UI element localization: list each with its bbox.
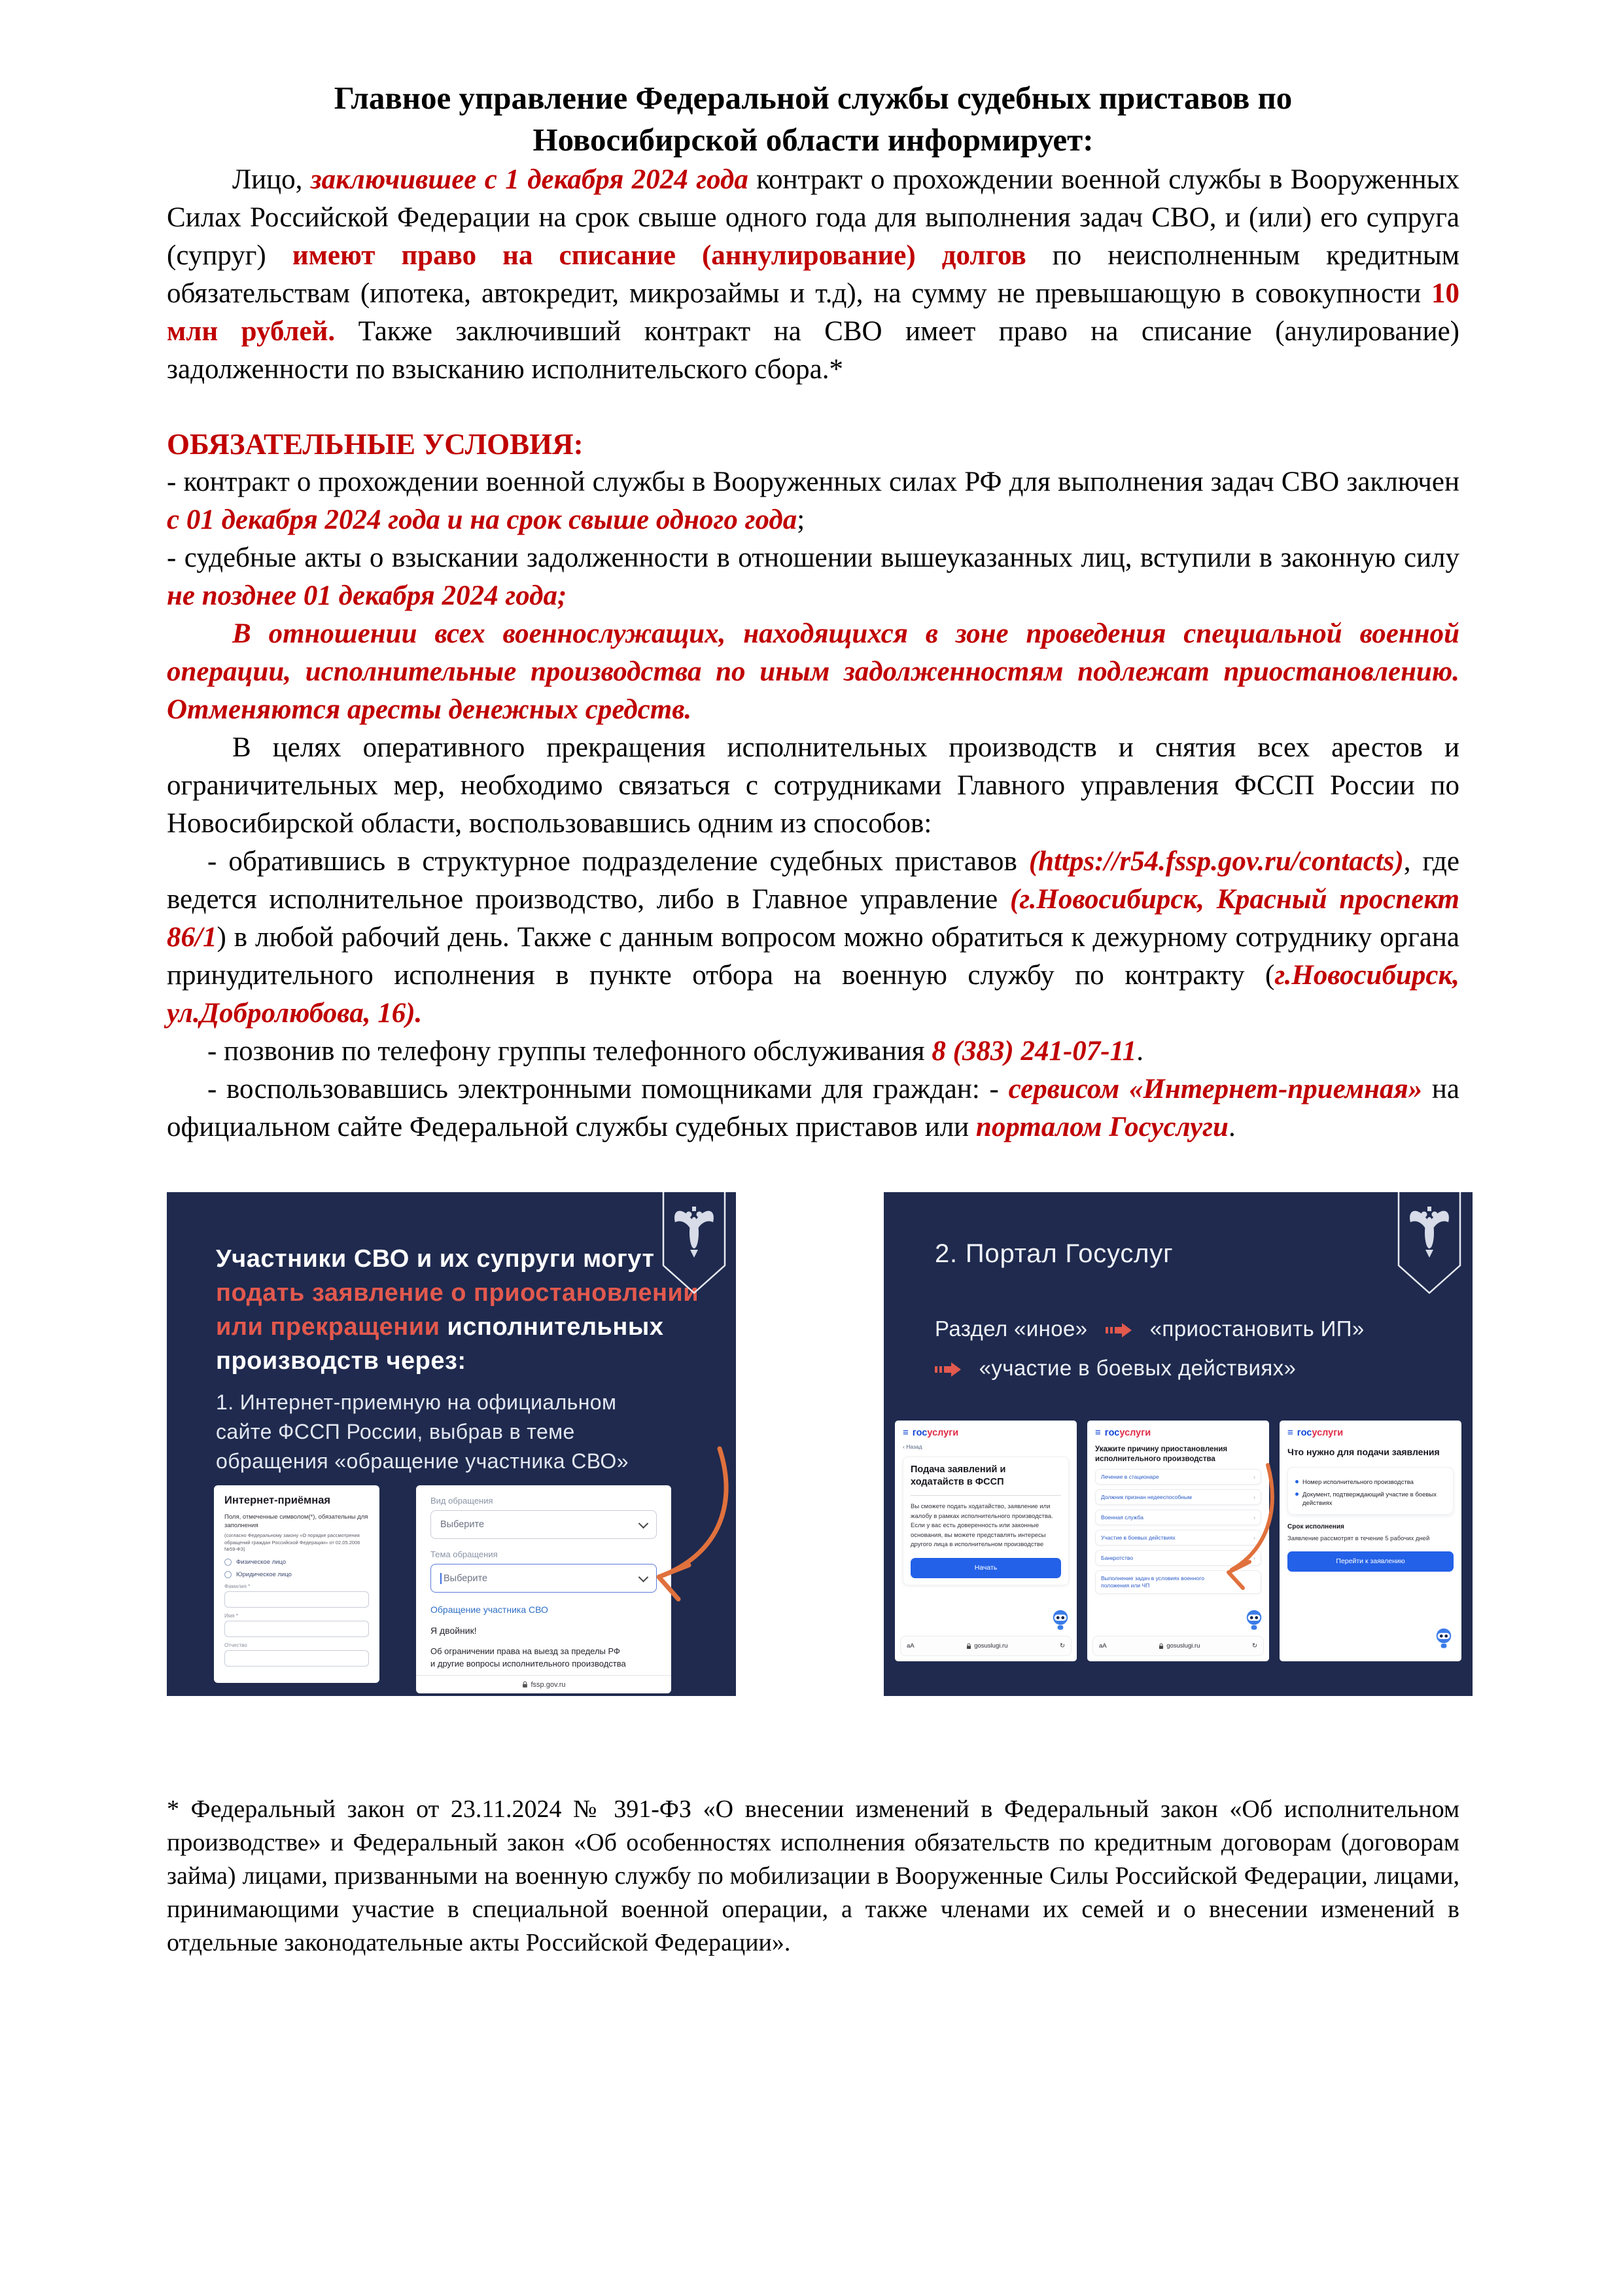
arrow-right-icon	[935, 1362, 961, 1377]
site-url: fssp.gov.ru	[531, 1680, 566, 1689]
appeal-kind-label: Вид обращения	[430, 1496, 493, 1506]
requirements-title: Что нужно для подачи заявления	[1287, 1447, 1440, 1457]
gosuslugi-screen-reasons	[1087, 1421, 1269, 1661]
appeal-kind-select[interactable]	[430, 1510, 657, 1539]
menu-icon[interactable]: ≡	[1095, 1427, 1101, 1438]
mandatory-conditions-heading: ОБЯЗАТЕЛЬНЫЕ УСЛОВИЯ:	[167, 428, 584, 461]
gosuslugi-infographic-card	[884, 1192, 1473, 1696]
appeal-topic-label: Тема обращения	[430, 1549, 498, 1559]
reload-icon[interactable]: ↻	[1252, 1642, 1257, 1650]
gosuslugi-logo: госуслуги	[1297, 1427, 1344, 1438]
reload-icon[interactable]: ↻	[1060, 1642, 1065, 1650]
flow-line2	[935, 1349, 1473, 1388]
patronymic-field-group	[224, 1642, 369, 1667]
radio-icon[interactable]	[224, 1571, 232, 1578]
suspension-statement: В отношении всех военнослужащих, находящихся в зоне проведения специальной военной операции, исполнительные производства по иным задолженностям подлежат приостановлению. Отменяются аресты денежных средств.	[167, 618, 1459, 725]
chevron-right-icon: ›	[1253, 1555, 1255, 1561]
chevron-down-icon	[638, 1572, 649, 1582]
text-cursor	[440, 1573, 442, 1584]
contact-option-phone: - позвонив по телефону группы телефонного обслуживания 8 (383) 241-07-11.	[207, 1036, 1143, 1067]
option-double[interactable]: Я двойник!	[430, 1625, 477, 1636]
name-field-group	[224, 1613, 369, 1637]
arrow-right-icon	[1106, 1322, 1132, 1338]
menu-icon[interactable]: ≡	[903, 1427, 909, 1438]
fssp-infographic-card	[167, 1192, 736, 1696]
appeal-topic-select[interactable]	[430, 1564, 657, 1593]
radio-legal-entity-label: Юридическое лицо	[236, 1570, 292, 1578]
back-link[interactable]: ‹ Назад	[903, 1443, 922, 1450]
site-url: gosuslugi.ru	[1166, 1642, 1200, 1650]
name-input[interactable]	[224, 1621, 369, 1637]
radio-icon[interactable]	[224, 1559, 232, 1566]
flow-line1	[935, 1309, 1473, 1349]
chevron-right-icon: ›	[1253, 1514, 1255, 1521]
gosuslugi-header	[1095, 1427, 1261, 1438]
reason-item-hospital[interactable]: Лечение в стационаре ›	[1095, 1469, 1261, 1485]
flow-step-combat: «участие в боевых действиях»	[979, 1356, 1297, 1380]
text-size-control[interactable]: аА	[907, 1642, 915, 1650]
reason-question-title: Укажите причину приостановления исполнительного производства	[1095, 1445, 1228, 1463]
card2-navigation-flow	[935, 1309, 1473, 1388]
requirement-ip-number: Номер исполнительного производства	[1295, 1478, 1446, 1487]
card1-title-line4: производств через:	[216, 1347, 466, 1375]
radio-individual-label: Физическое лицо	[236, 1558, 287, 1566]
service-card	[903, 1457, 1069, 1585]
padlock-icon	[966, 1643, 971, 1650]
chevron-right-icon: ›	[1253, 1474, 1255, 1480]
gosuslugi-logo: госуслуги	[1104, 1427, 1151, 1438]
contact-option-online: - воспользовавшись электронными помощниками для граждан: - сервисом «Интернет-приемная» на официальном сайте Федеральной службы судебных приставов или порталом Госуслуги.	[167, 1074, 1459, 1142]
padlock-icon	[522, 1681, 528, 1688]
gosuslugi-header	[903, 1427, 1069, 1438]
patronymic-input[interactable]	[224, 1650, 369, 1667]
browser-address-bar[interactable]	[1092, 1636, 1264, 1656]
surname-label: Фамилия *	[224, 1583, 251, 1589]
requirement-document: Документ, подтверждающий участие в боевых действиях	[1295, 1491, 1446, 1508]
reason-item-bankruptcy[interactable]: Банкротство ›	[1095, 1550, 1261, 1566]
chevron-down-icon	[638, 1518, 649, 1528]
service-description: Вы сможете подать ходатайство, заявление или жалобу в рамках исполнительного производства. Если у вас есть доверенность или законные основания, вы можете представлять интересы другого лица в исполнительном производстве	[911, 1503, 1053, 1548]
fssp-emblem-icon	[661, 1192, 727, 1297]
card1-title	[216, 1242, 736, 1378]
appeal-type-form	[416, 1485, 671, 1693]
option-svo-participant[interactable]: Обращение участника СВО	[430, 1604, 548, 1615]
contact-intro-paragraph: В целях оперативного прекращения исполнительных производств и снятия всех арестов и ограничительных мер, необходимо связаться с сотрудниками Главного управления ФССП России по Новосибирской области, воспользовавшись одним из способов:	[167, 732, 1459, 839]
card1-step1-text: 1. Интернет-приемную на официальном сайте ФССП России, выбрав в теме обращения «обращение участника СВО»	[216, 1390, 629, 1473]
condition-judicial-acts: - судебные акты о взыскании задолженности в отношении вышеуказанных лиц, вступили в законную силу не позднее 01 декабря 2024 года;	[167, 542, 1459, 611]
start-button[interactable]: Начать	[911, 1558, 1061, 1578]
bullet-icon	[1295, 1492, 1299, 1496]
deadline-label: Срок исполнения	[1287, 1523, 1344, 1530]
fssp-emblem-icon	[1397, 1192, 1462, 1297]
padlock-icon	[1159, 1643, 1164, 1650]
gosuslugi-screenshots	[895, 1421, 1461, 1661]
internet-reception-form	[214, 1485, 379, 1683]
bullet-icon	[1295, 1480, 1299, 1483]
infographic-cards-row	[167, 1192, 1459, 1696]
robot-mascot-icon	[1244, 1609, 1264, 1633]
divider	[911, 1495, 1061, 1496]
footnote: * Федеральный закон от 23.11.2024 № 391-ФЗ «О внесении изменений в Федеральный закон «Об исполнительном производстве» и Федеральный закон «Об особенностях исполнения обязательств по кредитным договорам (договорам займа) лицами, призванными на военную службу по мобилизации в Вооруженные Силы Российской Федерации, лицами, принимающими участие в специальной военной операции, а также членами их семей и о внесении изменений в отдельные законодательные акты Российской Федерации».	[167, 1795, 1459, 1956]
service-title: Подача заявлений и ходатайств в ФССП	[911, 1464, 1006, 1487]
menu-icon[interactable]: ≡	[1287, 1427, 1293, 1438]
robot-mascot-icon	[1051, 1609, 1070, 1633]
reason-item-military[interactable]: Военная служба ›	[1095, 1510, 1261, 1525]
radio-individual[interactable]	[224, 1559, 369, 1566]
deadline-text: Заявление рассмотрят в течение 5 рабочих дней	[1287, 1535, 1430, 1542]
gosuslugi-screen-start	[895, 1421, 1077, 1661]
site-url: gosuslugi.ru	[974, 1642, 1008, 1650]
browser-address-bar[interactable]	[416, 1675, 671, 1693]
form-law-note: (согласно Федеральному закону «О порядке рассмотрения обращений граждан Российской Федерации» от 02.05.2006 №59-ФЗ)	[224, 1532, 360, 1552]
flow-step-suspend: «приостановить ИП»	[1149, 1316, 1365, 1341]
surname-field-group	[224, 1583, 369, 1608]
chevron-right-icon: ›	[1253, 1534, 1255, 1541]
gosuslugi-screen-requirements	[1280, 1421, 1461, 1661]
robot-mascot-icon	[1434, 1627, 1454, 1651]
go-to-application-button[interactable]: Перейти к заявлению	[1287, 1551, 1454, 1572]
select-placeholder: Выберите	[440, 1519, 485, 1530]
form-title: Интернет-приёмная	[224, 1494, 331, 1506]
card2-title: 2. Портал Госуслуг	[935, 1239, 1174, 1268]
card1-title-line1: Участники СВО и их супруги могут	[216, 1245, 655, 1273]
condition-contract: - контракт о прохождении военной службы в Вооруженных силах РФ для выполнения задач СВО заключен с 01 декабря 2024 года и на срок свыше одного года;	[167, 467, 1459, 535]
card1-title-line3: или прекращении исполнительных	[216, 1313, 664, 1341]
text-size-control[interactable]: аА	[1099, 1642, 1107, 1650]
surname-input[interactable]	[224, 1591, 369, 1608]
gosuslugi-logo: госуслуги	[912, 1427, 959, 1438]
gosuslugi-header	[1287, 1427, 1454, 1438]
select-placeholder: Выберите	[440, 1573, 487, 1584]
form-required-note: Поля, отмеченные символом(*), обязательны для заполнения	[224, 1513, 368, 1529]
reason-item-incapable[interactable]: Должник признан недееспособным ›	[1095, 1489, 1261, 1505]
option-travel-restriction[interactable]: Об ограничении права на выезд за пределы РФ и другие вопросы исполнительного производства	[430, 1646, 626, 1669]
chevron-right-icon: ›	[1253, 1494, 1255, 1500]
name-label: Имя *	[224, 1612, 238, 1619]
patronymic-label: Отчество	[224, 1642, 247, 1648]
requirements-card	[1287, 1467, 1454, 1515]
browser-address-bar[interactable]	[900, 1636, 1072, 1656]
radio-legal-entity[interactable]	[224, 1571, 369, 1578]
reason-item-martial-law[interactable]: Выполнение задач в условиях военного положения или ЧП	[1095, 1570, 1261, 1594]
doc-title: Главное управление Федеральной службы судебных приставов по Новосибирской области информирует:	[334, 80, 1293, 158]
card1-title-line2: подать заявление о приостановлении	[216, 1279, 699, 1307]
reason-item-combat[interactable]: Участие в боевых действиях ›	[1095, 1530, 1261, 1545]
fssp-site-screenshots	[214, 1485, 671, 1693]
flow-step-other: Раздел «иное»	[935, 1316, 1088, 1341]
intro-paragraph: Лицо, заключившее с 1 декабря 2024 года контракт о прохождении военной службы в Вооруженных Силах Российской Федерации на срок свыше одного года для выполнения задач СВО, и (или) его супруга (супруг) имеют право на списание (аннулирование) долгов по неисполненным кредитным обязательствам (ипотека, автокредит, микрозаймы и т.д), на сумму не превышающую в совокупности 10 млн рублей. Также заключивший контракт на СВО имеет право на списание (анулирование) задолженности по взысканию исполнительского сбора.*	[167, 164, 1459, 385]
contact-option-office: - обратившись в структурное подразделение судебных приставов (https://r54.fssp.gov.ru/contacts), где ведется исполнительное производство, либо в Главное управление (г.Новосибирск, Красный проспект 86/1) в любой рабочий день. Также с данным вопросом можно обратиться к дежурному сотруднику органа принудительного исполнения в пункте отбора на военную службу по контракту (г.Новосибирск, ул.Добролюбова, 16).	[167, 846, 1460, 1029]
